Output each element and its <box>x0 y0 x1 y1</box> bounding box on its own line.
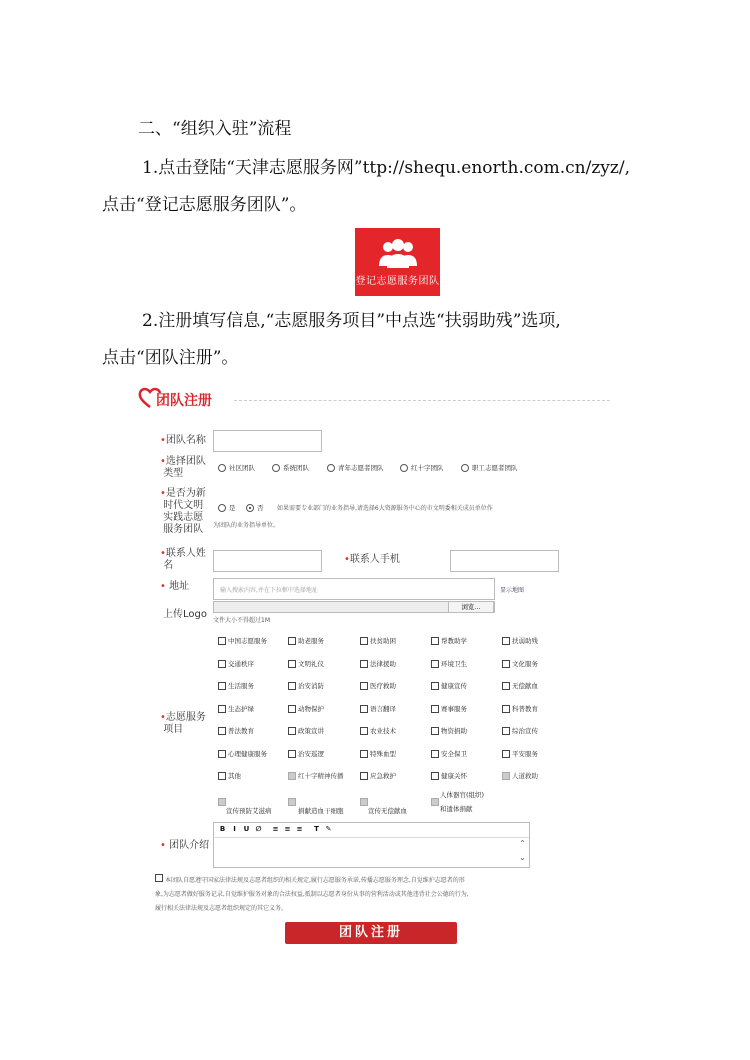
section-heading: 二、“组织入驻”流程 <box>138 119 292 139</box>
checkbox-icon <box>431 798 439 806</box>
contact-phone-label: •联系人手机 <box>344 554 400 565</box>
project-option-label: 特殊血型 <box>370 749 396 758</box>
editor-tool-button[interactable]: ✎ <box>325 825 332 833</box>
project-option-label: 扶贫助困 <box>370 637 396 645</box>
project-option[interactable] <box>218 681 254 690</box>
project-option[interactable] <box>360 726 396 735</box>
team-type-label: •选择团队 类型 <box>160 456 206 479</box>
project-option[interactable] <box>288 704 324 713</box>
project-option-label: 农业技术 <box>370 727 396 735</box>
project-option[interactable] <box>502 704 538 713</box>
project-option[interactable] <box>360 704 396 713</box>
checkbox-icon <box>288 660 296 668</box>
project-option[interactable] <box>218 704 254 713</box>
project-option-label: 助老服务 <box>298 637 324 645</box>
project-option-label: 文明礼仪 <box>298 659 324 668</box>
contact-name-input[interactable] <box>213 550 322 572</box>
step1-line1: 1.点击登陆“天津志愿服务网”ttp://shequ.enorth.com.cn/zyz/, <box>142 158 630 178</box>
project-option-label: 法律援助 <box>370 659 396 668</box>
checkbox-icon <box>218 727 226 735</box>
project-option-label: 健康关怀 <box>441 772 467 780</box>
project-option[interactable] <box>431 659 467 668</box>
project-option-label: 治安消防 <box>298 682 324 690</box>
register-team-label: 登记志愿服务团队 <box>355 276 440 287</box>
project-option-label: 心理健康服务 <box>228 749 267 758</box>
civic-note-line2: 为团队的业务指导单位。 <box>213 522 280 529</box>
project-option[interactable] <box>360 749 396 758</box>
checkbox-icon <box>218 660 226 668</box>
project-option[interactable] <box>502 636 538 645</box>
project-option-label: 人道救助 <box>512 772 538 780</box>
project-option-label: 中国志愿服务 <box>228 637 267 645</box>
project-option[interactable] <box>360 636 396 645</box>
address-input[interactable] <box>213 578 495 600</box>
project-option[interactable] <box>502 659 538 668</box>
project-label: 人体器官(组织) <box>440 791 485 799</box>
project-option[interactable] <box>502 726 538 735</box>
editor-tool-button[interactable]: ≡ <box>272 825 279 833</box>
checkbox-icon <box>288 798 296 806</box>
checkbox-icon <box>360 727 368 735</box>
agree-checkbox[interactable] <box>155 874 165 882</box>
checkbox-icon <box>218 682 226 690</box>
checkbox-icon <box>431 660 439 668</box>
project-option-label: 普法教育 <box>228 727 254 735</box>
step2-line1: 2.注册填写信息,“志愿服务项目”中点选“扶弱助残”选项, <box>142 311 561 331</box>
project-option-label: 生态护绿 <box>228 704 254 713</box>
radio-icon <box>218 464 226 472</box>
project-checkbox[interactable] <box>288 798 298 806</box>
project-option[interactable] <box>502 681 538 690</box>
team-type-option-2[interactable]: 系统团队 <box>272 463 309 472</box>
checkbox-icon <box>218 705 226 713</box>
agreement-line3: 履行相关法律法规及志愿者组织规定的其它义务。 <box>155 905 288 912</box>
project-option-label: 综治宣传 <box>512 727 538 735</box>
checkbox-icon <box>360 798 368 806</box>
project-option-label: 物资捐助 <box>441 727 467 735</box>
checkbox-icon <box>218 637 226 645</box>
checkbox-icon <box>218 772 226 780</box>
project-option-label: 无偿献血 <box>512 682 538 690</box>
project-option-label: 动物保护 <box>298 704 324 713</box>
checkbox-icon <box>502 705 510 713</box>
project-option[interactable] <box>218 749 267 758</box>
checkbox-icon <box>360 660 368 668</box>
contact-name-label: •联系人姓 名 <box>160 548 206 571</box>
project-checkbox[interactable] <box>218 798 228 806</box>
project-option-label: 治安巡逻 <box>298 749 324 758</box>
file-limit-note: 文件大小不得超过1M <box>213 617 270 624</box>
team-register-button[interactable]: 团队注册 <box>285 922 457 944</box>
checkbox-icon <box>288 750 296 758</box>
project-option[interactable] <box>431 726 467 735</box>
toolbar-divider <box>214 837 529 838</box>
address-placeholder: 输入搜索内容,并在下拉框中选择地址 <box>220 587 318 594</box>
project-option-label: 扶弱助残 <box>512 637 538 645</box>
radio-icon <box>461 464 469 472</box>
project-option-label: 科普教育 <box>512 704 538 713</box>
agreement-line1: 本团队自愿遵守国家法律法规及志愿者组织的相关规定,履行志愿服务承诺,传播志愿服务理念,自觉维护志愿者的形 <box>165 877 465 884</box>
project-option-label: 医疗救助 <box>370 682 396 690</box>
editor-tool-button[interactable]: T <box>314 825 319 833</box>
project-option[interactable] <box>288 681 324 690</box>
project-label: 和遗体捐献 <box>440 805 473 813</box>
project-option[interactable] <box>218 726 254 735</box>
address-label: • 地址 <box>160 581 190 592</box>
project-option[interactable] <box>218 636 267 645</box>
project-option-label: 语言翻译 <box>370 704 396 713</box>
step1-line2: 点击“登记志愿服务团队”。 <box>102 195 307 215</box>
checkbox-icon <box>360 637 368 645</box>
project-option-label: 其他 <box>228 772 241 780</box>
project-option-label: 生活服务 <box>228 682 254 690</box>
checkbox-icon <box>155 874 163 882</box>
checkbox-icon <box>431 772 439 780</box>
register-team-tile[interactable] <box>355 228 440 296</box>
civic-note-line1: 如果需要专业部门的业务指导,请选择6大资源服务中心的市文明委相关成员单位作 <box>277 505 493 512</box>
team-register-form <box>138 382 613 952</box>
editor-tool-button[interactable]: U <box>243 825 250 833</box>
project-option-label: 健康宣传 <box>441 682 467 690</box>
scroll-down-icon[interactable]: ⌄ <box>519 853 526 862</box>
project-option-label: 安全保卫 <box>441 749 467 758</box>
project-option[interactable] <box>431 636 467 645</box>
project-option-label: 文化服务 <box>512 659 538 668</box>
project-option[interactable] <box>360 681 396 690</box>
checkbox-icon <box>360 750 368 758</box>
project-option[interactable] <box>360 659 396 668</box>
team-name-input[interactable] <box>213 430 322 452</box>
civic-yes-radio[interactable]: 是 <box>218 503 236 512</box>
radio-icon <box>218 504 226 512</box>
checkbox-icon <box>431 705 439 713</box>
checkbox-icon <box>431 637 439 645</box>
project-option[interactable] <box>288 771 344 780</box>
project-option-label: 环境卫生 <box>441 659 467 668</box>
project-option[interactable] <box>431 749 467 758</box>
checkbox-icon <box>288 705 296 713</box>
team-name-label: •团队名称 <box>160 435 206 446</box>
project-option[interactable] <box>431 681 467 690</box>
checkbox-icon <box>431 750 439 758</box>
project-option[interactable] <box>288 659 324 668</box>
title-divider <box>234 400 610 401</box>
checkbox-icon <box>502 750 510 758</box>
project-option-label: 政策宣讲 <box>298 727 324 735</box>
project-option-label: 帮教助学 <box>441 637 467 645</box>
team-type-option-5[interactable]: 职工志愿者团队 <box>461 463 518 472</box>
checkbox-icon <box>502 772 510 780</box>
checkbox-icon <box>431 727 439 735</box>
team-type-option-4[interactable]: 红十字团队 <box>400 463 444 472</box>
checkbox-icon <box>502 637 510 645</box>
editor-tool-button[interactable]: B <box>219 825 226 833</box>
editor-tool-button[interactable]: I <box>233 825 236 833</box>
project-option[interactable] <box>288 749 324 758</box>
project-label: 宣传预防艾滋病 <box>226 807 272 815</box>
agreement-line2: 象,为志愿者做好服务记录,自觉维护服务对象的合法权益,抵制以志愿者身份从事的营利活动或其他违背社会公德的行为, <box>155 891 469 898</box>
project-option[interactable] <box>288 726 324 735</box>
intro-editor[interactable] <box>213 822 530 868</box>
people-group-icon <box>375 238 421 268</box>
team-type-option-3[interactable]: 青年志愿者团队 <box>327 463 384 472</box>
project-option-label: 红十字精神传播 <box>298 772 344 780</box>
projects-label: •志愿服务 项目 <box>160 712 206 735</box>
editor-tool-button[interactable]: ≡ <box>284 825 291 833</box>
editor-toolbar <box>217 825 335 835</box>
radio-icon <box>327 464 335 472</box>
project-option-label: 交通秩序 <box>228 659 254 668</box>
civic-team-label: •是否为新 时代文明 实践志愿 服务团队 <box>160 488 206 535</box>
checkbox-icon <box>218 798 226 806</box>
contact-phone-input[interactable] <box>450 550 559 572</box>
intro-label: • 团队介绍 <box>160 840 210 851</box>
checkbox-icon <box>502 682 510 690</box>
civic-no-radio[interactable]: 否 <box>246 503 264 512</box>
checkbox-icon <box>431 682 439 690</box>
radio-selected-icon <box>246 504 254 512</box>
project-option[interactable] <box>218 659 254 668</box>
browse-button[interactable]: 浏览... <box>448 601 494 613</box>
editor-tool-button[interactable]: ≡ <box>296 825 303 833</box>
project-label: 捐献造血干细胞 <box>298 807 344 815</box>
project-checkbox[interactable] <box>360 798 370 806</box>
project-option[interactable] <box>502 749 538 758</box>
radio-icon <box>272 464 280 472</box>
checkbox-icon <box>502 660 510 668</box>
checkbox-icon <box>360 772 368 780</box>
project-label: 宣传无偿献血 <box>368 807 407 815</box>
project-option[interactable] <box>218 771 241 780</box>
checkbox-icon <box>502 727 510 735</box>
logo-label: 上传Logo <box>163 609 207 620</box>
checkbox-icon <box>360 705 368 713</box>
checkbox-icon <box>288 727 296 735</box>
project-option-label: 应急救护 <box>370 772 396 780</box>
project-option-label: 赛事服务 <box>441 704 467 713</box>
radio-icon <box>400 464 408 472</box>
checkbox-icon <box>360 682 368 690</box>
project-option[interactable] <box>431 771 467 780</box>
checkbox-icon <box>288 682 296 690</box>
form-title: 团队注册 <box>156 393 212 409</box>
checkbox-icon <box>288 772 296 780</box>
scroll-up-icon[interactable]: ⌃ <box>519 839 526 848</box>
project-option[interactable] <box>360 771 396 780</box>
team-type-option-1[interactable]: 社区团队 <box>218 463 255 472</box>
checkbox-icon <box>218 750 226 758</box>
project-option[interactable] <box>502 771 538 780</box>
step2-line2: 点击“团队注册”。 <box>102 348 239 368</box>
show-map-link[interactable]: 显示地图 <box>500 587 525 594</box>
project-option[interactable] <box>431 704 467 713</box>
checkbox-icon <box>288 637 296 645</box>
editor-tool-button[interactable]: ∅ <box>255 825 262 833</box>
project-option[interactable] <box>288 636 324 645</box>
project-option-label: 平安服务 <box>512 749 538 758</box>
